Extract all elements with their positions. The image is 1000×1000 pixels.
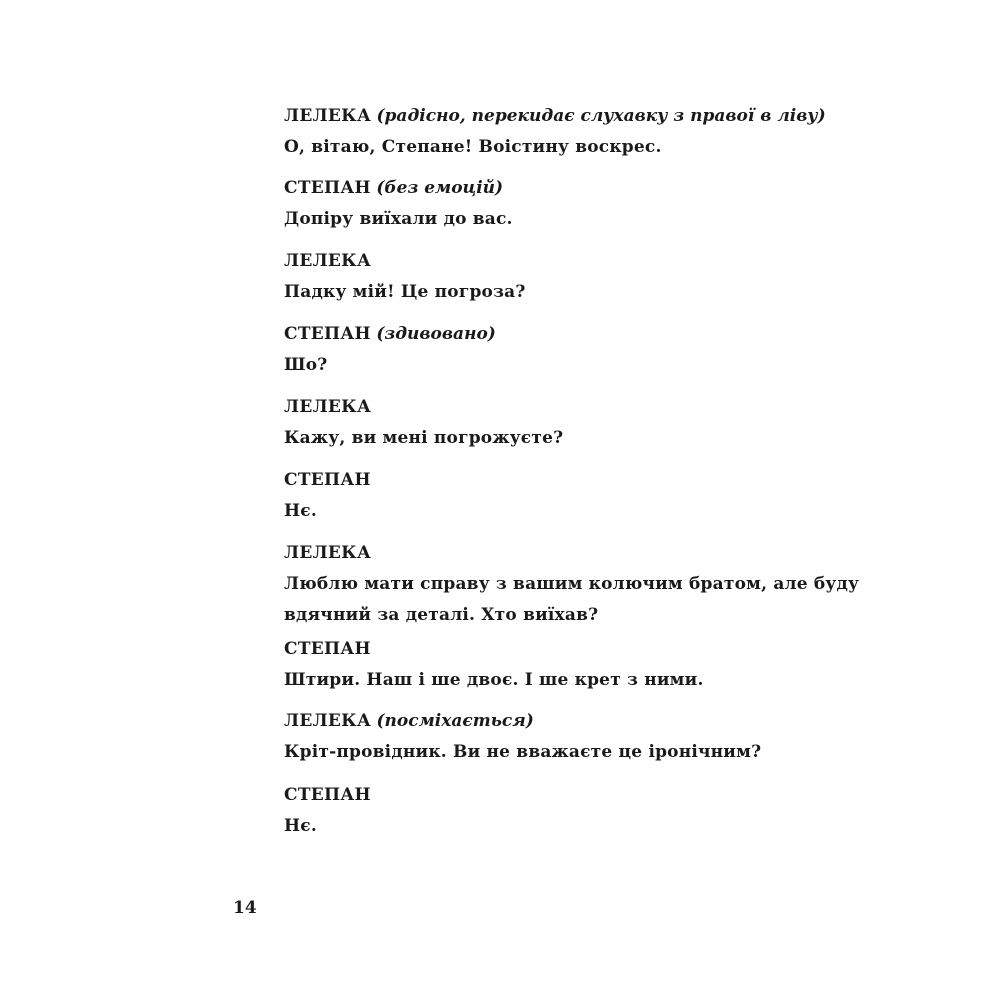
stage-direction: (здивовано) — [376, 324, 496, 344]
speech-line: Штири. Наш і ше двоє. І ше крет з ними. — [284, 670, 704, 690]
dialogue-block — [284, 173, 744, 235]
speaker-name: ЛЕЛЕКА — [284, 397, 372, 417]
speech-line: Нє. — [284, 816, 317, 836]
speech-line: Кріт-провідник. Ви не вважаєте це іронічним? — [284, 742, 762, 762]
speaker-line — [284, 392, 744, 423]
speaker-line — [284, 706, 744, 737]
speaker-name: СТЕПАН — [284, 785, 371, 805]
speech-line: Падку мій! Це погроза? — [284, 282, 526, 302]
stage-direction: (посміхається) — [376, 711, 534, 731]
speaker-line — [284, 538, 744, 569]
speaker-line — [284, 246, 744, 277]
speaker-line — [284, 465, 744, 496]
speaker-line — [284, 319, 744, 350]
page-number: 14 — [233, 898, 257, 918]
stage-direction: (без емоцій) — [376, 178, 504, 198]
speech-line: Допіру виїхали до вас. — [284, 209, 513, 229]
dialogue-block — [284, 780, 744, 842]
speaker-line — [284, 101, 826, 132]
dialogue-block — [284, 101, 826, 163]
speech-line: Кажу, ви мені погрожуєте? — [284, 428, 564, 448]
dialogue-block — [284, 319, 744, 381]
speaker-line — [284, 634, 744, 665]
speech-line: Люблю мати справу з вашим колючим братом, але буду — [284, 574, 860, 594]
speaker-name: ЛЕЛЕКА — [284, 543, 372, 563]
dialogue-block — [284, 392, 744, 454]
speech-line: Шо? — [284, 355, 328, 375]
stage-direction: (радісно, перекидає слухавку з правої в ліву) — [376, 106, 826, 126]
speaker-name: СТЕПАН — [284, 639, 371, 659]
speech-line: Нє. — [284, 501, 317, 521]
speaker-name: СТЕПАН — [284, 324, 371, 344]
dialogue-block — [284, 246, 744, 308]
dialogue-block — [284, 465, 744, 527]
speech-line: вдячний за деталі. Хто виїхав? — [284, 605, 599, 625]
speaker-line — [284, 173, 744, 204]
speaker-name: СТЕПАН — [284, 470, 371, 490]
speaker-name: СТЕПАН — [284, 178, 371, 198]
speaker-name: ЛЕЛЕКА — [284, 106, 372, 126]
dialogue-block — [284, 706, 762, 768]
dialogue-block — [284, 634, 744, 696]
speaker-name: ЛЕЛЕКА — [284, 251, 372, 271]
dialogue-block — [284, 538, 860, 631]
speaker-name: ЛЕЛЕКА — [284, 711, 372, 731]
speech-line: О, вітаю, Степане! Воістину воскрес. — [284, 137, 662, 157]
speaker-line — [284, 780, 744, 811]
